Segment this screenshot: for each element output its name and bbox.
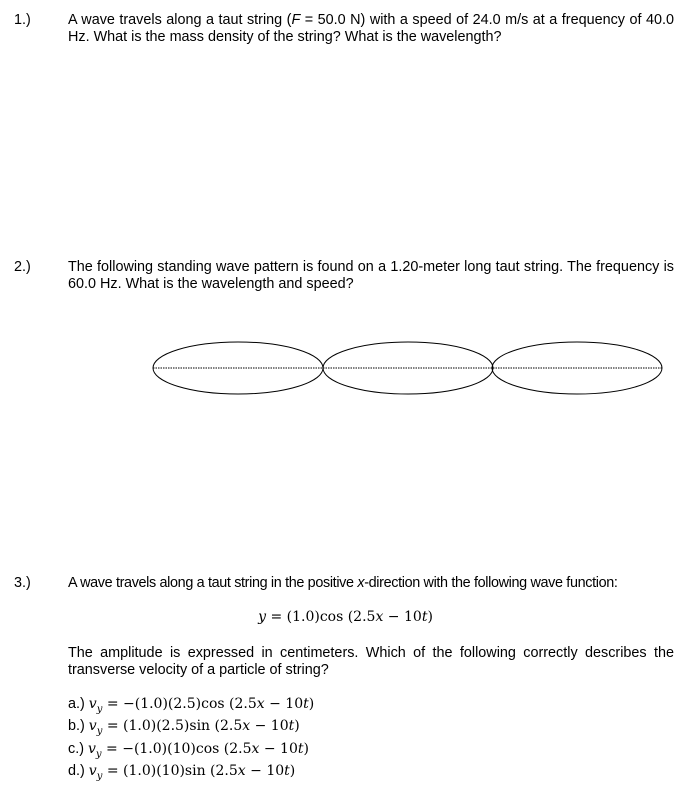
choice-d-expression: $v_y = (1.0)(10)\sin$ (2.5x − 10t) xyxy=(88,763,296,782)
choice-a[interactable] xyxy=(68,696,314,718)
question-1-text xyxy=(68,12,674,46)
choice-c-expression: $v_y = -(1.0)(10)\cos$ (2.5x − 10t) xyxy=(88,740,309,760)
wave-function-equation: y = (1.0)cos (2.5x − 10t) xyxy=(258,609,433,625)
question-2-text: The following standing wave pattern is found on a 1.20-meter long taut string. The frequency is 60.0 Hz. What is the wavelength and speed? xyxy=(68,259,674,292)
choice-c-letter: c.) xyxy=(68,740,84,757)
choice-a-expression: $v_y = -(1.0)(2.5)\cos$ (2.5x − 10t) xyxy=(88,696,315,715)
question-1-variable: F xyxy=(291,12,301,28)
choice-b-expression: $v_y = (1.0)(2.5)\sin$ (2.5x − 10t) xyxy=(88,718,300,738)
question-3-text xyxy=(68,575,674,592)
answer-choices xyxy=(68,696,314,786)
standing-wave-diagram xyxy=(150,338,665,398)
choice-a-letter: a.) xyxy=(68,696,85,712)
question-2-number: 2.) xyxy=(14,259,31,275)
question-3-followup: The amplitude is expressed in centimeters. Which of the following correctly describes the transverse velocity of a particle of string? xyxy=(68,645,674,678)
choice-b[interactable] xyxy=(68,718,314,740)
question-3-variable: x xyxy=(357,575,365,591)
question-3-text-pre: A wave travels along a taut string in the positive xyxy=(68,575,358,591)
question-3-text-post: -direction with the following wave function: xyxy=(364,575,618,591)
question-1-number: 1.) xyxy=(14,12,31,28)
choice-b-letter: b.) xyxy=(68,718,85,735)
question-1-text-pre: A wave travels along a taut string ( xyxy=(68,12,292,28)
choice-d-letter: d.) xyxy=(68,763,85,780)
question-1-text-post: = 50.0 N) with a speed of 24.0 m/s at a frequency of 40.0 Hz. What is the mass density of the string? What is the wavelength? xyxy=(68,12,674,45)
choice-d[interactable] xyxy=(68,763,314,785)
question-3-number: 3.) xyxy=(14,575,31,591)
choice-c[interactable] xyxy=(68,741,314,763)
